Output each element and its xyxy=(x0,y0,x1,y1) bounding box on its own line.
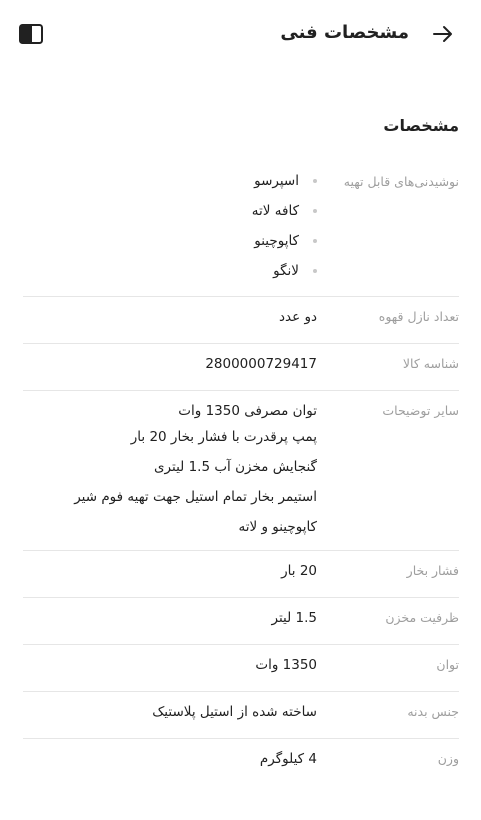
spec-row-drinks xyxy=(23,162,459,297)
spec-row-power xyxy=(23,645,459,692)
spec-row-body-material xyxy=(23,692,459,739)
spec-label: تعداد نازل قهوه xyxy=(378,309,459,324)
spec-row-weight xyxy=(23,739,459,785)
spec-label: فشار بخار xyxy=(406,563,459,578)
bullet-dot-icon xyxy=(313,179,317,183)
bullet-dot-icon xyxy=(313,239,317,243)
list-item: کافه لاته xyxy=(23,196,317,226)
spec-value: دو عدد xyxy=(279,309,317,325)
spec-value: 1.5 لیتر xyxy=(271,610,317,626)
spec-label: نوشیدنی‌های قابل تهیه xyxy=(343,174,459,189)
spec-value: توان مصرفی 1350 وات پمپ پرقدرت با فشار بخار 20 بار گنجایش مخزن آب 1.5 لیتری استیمر بخار تمام استیل جهت تهیه فوم شیر کاپوچینو و لاته xyxy=(74,403,317,535)
spec-row-steam-pressure xyxy=(23,551,459,598)
spec-value: 2800000729417 xyxy=(205,356,317,372)
spec-list xyxy=(23,162,459,785)
arrow-right-icon xyxy=(431,22,455,46)
spec-label: شناسه کالا xyxy=(402,356,459,371)
spec-value: 4 کیلوگرم xyxy=(259,751,317,767)
bullet-dot-icon xyxy=(313,209,317,213)
bullet-dot-icon xyxy=(313,269,317,273)
spec-label: وزن xyxy=(437,751,459,766)
top-bar xyxy=(0,0,481,68)
back-button[interactable] xyxy=(427,18,459,50)
spec-label: جنس بدنه xyxy=(407,704,459,719)
list-item: اسپرسو xyxy=(23,166,317,196)
spec-value xyxy=(23,162,317,296)
spec-row-sku xyxy=(23,344,459,391)
spec-value: ساخته شده از استیل پلاستیک xyxy=(152,704,317,720)
spec-row-nozzles xyxy=(23,297,459,344)
compare-toggle-icon xyxy=(18,22,44,46)
spec-value: 20 بار xyxy=(281,563,317,579)
drinks-list xyxy=(23,166,317,286)
page-title: مشخصات فنی xyxy=(280,22,409,43)
list-item: کاپوچینو xyxy=(23,226,317,256)
spec-row-other xyxy=(23,391,459,551)
spec-label: سایر توضیحات xyxy=(382,403,459,418)
list-item: لانگو xyxy=(23,256,317,286)
spec-label: توان xyxy=(436,657,459,672)
compare-button[interactable] xyxy=(16,19,46,49)
section-title: مشخصات xyxy=(383,116,459,135)
spec-label: ظرفیت مخزن xyxy=(385,610,459,625)
spec-row-tank-capacity xyxy=(23,598,459,645)
spec-value: 1350 وات xyxy=(255,657,317,673)
